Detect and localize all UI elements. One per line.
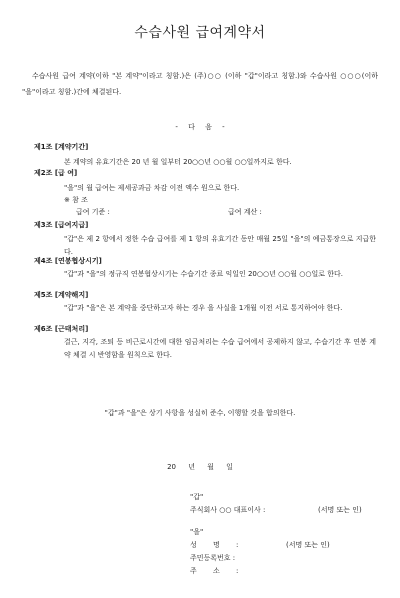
article-3-text: "갑"은 제 2 항에서 정한 수습 급여를 제 1 항의 유효기간 동안 매월 25일 "을"의 예금통장으로 지급한다. xyxy=(64,235,376,256)
article-4-heading: 제4조 [연봉협상시기] xyxy=(34,257,102,265)
article-6-text: 결근, 지각, 조퇴 등 비근로시간에 대한 임금처리는 수습 급여에서 공제하지 않고, 수습기간 후 연봉 계약 체결 시 반영함을 원칙으로 한다. xyxy=(64,338,376,359)
party-b-id-label: 주민등록번호 : xyxy=(190,554,236,562)
article-2-text: "을"의 월 급여는 제세공과금 차감 이전 액수 원으로 한다. xyxy=(64,184,240,192)
party-b-name-label: 성 명 : xyxy=(190,541,239,549)
article-1-text: 본 계약의 유효기간은 20 년 월 일부터 20○○년 ○○월 ○○일까지로 한다. xyxy=(64,158,292,166)
party-b-signature: (서명 또는 인) xyxy=(286,541,330,549)
salary-basis-label: 급여 기준 : xyxy=(76,208,110,216)
article-4-text: "갑"과 "을"의 정규직 연봉협상시기는 수습기간 종료 익일인 20○○년 ○○월 ○○일로 한다. xyxy=(64,270,344,278)
intro-paragraph: 수습사원 급여 계약(이하 "본 계약"이라고 칭함.)은 (주)○○ (이하 "갑"이라고 칭함.)와 수습사원 ○○○(이하 "을"이라고 칭함.)간에 체결된다. xyxy=(22,72,378,96)
article-1-heading: 제1조 [계약기간] xyxy=(34,143,89,151)
article-5-text: "갑"과 "을"은 본 계약을 중단하고자 하는 경우 을 사실을 1개월 이전 서로 통지하여야 한다. xyxy=(64,304,343,312)
agreement-statement: "갑"과 "을"은 상기 사항을 성실히 준수, 이행할 것을 합의한다. xyxy=(104,409,296,417)
article-6-heading: 제6조 [근태처리] xyxy=(34,325,89,333)
party-a-label: "갑" xyxy=(190,493,204,501)
contract-date: 20 년 월 일 xyxy=(167,463,233,471)
party-b-address-label: 주 소 : xyxy=(190,567,239,575)
article-5-heading: 제5조 [계약해지] xyxy=(34,291,89,299)
article-2-note: ※ 참 조 xyxy=(64,196,88,204)
party-b-label: "을" xyxy=(190,528,204,536)
party-a-company: 주식회사 ○○ 대표이사 : xyxy=(190,506,266,514)
document-title: 수습사원 급여계약서 xyxy=(134,25,266,41)
salary-calc-label: 급여 계산 : xyxy=(228,208,262,216)
article-3-heading: 제3조 [급여지급] xyxy=(34,221,89,229)
party-a-signature: (서명 또는 인) xyxy=(318,506,362,514)
section-divider-heading: - 다 음 - xyxy=(175,123,225,131)
article-2-heading: 제2조 [급 여] xyxy=(34,169,78,177)
